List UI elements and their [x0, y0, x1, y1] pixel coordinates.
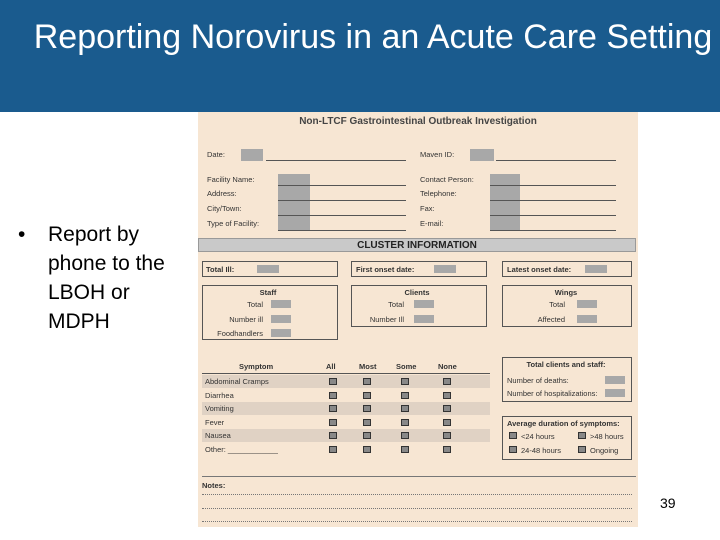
clients-total-value	[414, 300, 434, 308]
clients-ill-label: Number Ill	[369, 315, 404, 324]
checkbox	[443, 378, 451, 385]
clients-total-label: Total	[388, 300, 404, 309]
line	[496, 160, 616, 161]
form-image	[198, 112, 638, 527]
checkbox	[509, 432, 517, 439]
symptom-table	[202, 360, 492, 460]
deaths-label: Number of deaths:	[507, 376, 569, 385]
staff-box	[202, 285, 338, 340]
symptom-label: Vomiting	[205, 404, 234, 413]
line	[278, 215, 406, 216]
line	[278, 185, 406, 186]
clients-ill-value	[414, 315, 434, 323]
col-none: None	[438, 362, 457, 371]
deaths-value	[605, 376, 625, 384]
wings-box	[502, 285, 632, 327]
checkbox	[401, 378, 409, 385]
wings-affected-label: Affected	[537, 315, 565, 324]
hospitalizations-label: Number of hospitalizations:	[507, 389, 598, 398]
notes-rule	[202, 476, 636, 477]
col-all: All	[326, 362, 336, 371]
line	[278, 200, 406, 201]
field-date-label: Date:	[207, 150, 225, 159]
line	[278, 230, 406, 231]
symptom-label: Fever	[205, 418, 225, 427]
checkbox	[401, 419, 409, 426]
field-date-line	[266, 160, 406, 161]
latest-onset-box	[502, 261, 632, 277]
col-some: Some	[396, 362, 417, 371]
totals-title: Total clients and staff:	[526, 360, 606, 369]
wings-total-label: Total	[549, 300, 565, 309]
field-right-values	[490, 174, 520, 231]
staff-foodhandlers-value	[271, 329, 291, 337]
table-rule	[202, 373, 490, 374]
staff-total-value	[271, 300, 291, 308]
checkbox	[363, 405, 371, 412]
first-onset-box	[351, 261, 487, 277]
symptom-label: Abdominal Cramps	[205, 377, 269, 386]
checkbox	[363, 392, 371, 399]
checkbox	[443, 405, 451, 412]
field-email-label: E-mail:	[420, 219, 444, 228]
total-ill-value	[257, 265, 279, 273]
field-type-label: Type of Facility:	[207, 219, 260, 228]
col-symptom: Symptom	[239, 362, 274, 371]
checkbox	[443, 432, 451, 439]
duration-option: >48 hours	[590, 432, 624, 441]
field-maven-value	[470, 149, 494, 161]
checkbox	[329, 378, 337, 385]
notes-line	[202, 508, 632, 509]
checkbox	[401, 446, 409, 453]
hospitalizations-value	[605, 389, 625, 397]
latest-onset-label: Latest onset date:	[507, 265, 572, 274]
line	[490, 185, 616, 186]
slide-number: 39	[660, 495, 676, 511]
total-ill-box	[202, 261, 338, 277]
wings-title: Wings	[554, 288, 578, 297]
duration-box	[502, 416, 632, 460]
form-title: Non-LTCF Gastrointestinal Outbreak Investigation	[299, 116, 537, 127]
checkbox	[329, 432, 337, 439]
checkbox	[329, 405, 337, 412]
col-most: Most	[359, 362, 377, 371]
symptom-label: Other: ____________	[205, 445, 278, 454]
field-telephone-label: Telephone:	[420, 189, 457, 198]
wings-affected-value	[577, 315, 597, 323]
cluster-band	[198, 238, 636, 252]
duration-title: Average duration of symptoms:	[507, 419, 620, 428]
staff-foodhandlers-label: Foodhandlers	[217, 329, 263, 338]
line	[490, 200, 616, 201]
checkbox	[443, 446, 451, 453]
field-address-label: Address:	[207, 189, 237, 198]
first-onset-label: First onset date:	[356, 265, 415, 274]
notes-line	[202, 494, 632, 495]
symptom-label: Nausea	[205, 431, 231, 440]
checkbox	[443, 392, 451, 399]
checkbox	[329, 419, 337, 426]
duration-option: Ongoing	[590, 446, 619, 455]
checkbox	[329, 392, 337, 399]
field-date-value	[241, 149, 263, 161]
checkbox	[401, 405, 409, 412]
checkbox	[363, 432, 371, 439]
field-city-label: City/Town:	[207, 204, 242, 213]
notes-label: Notes:	[202, 481, 226, 490]
checkbox	[443, 419, 451, 426]
duration-option: <24 hours	[521, 432, 555, 441]
wings-total-value	[577, 300, 597, 308]
field-contact-label: Contact Person:	[420, 175, 474, 184]
checkbox	[401, 432, 409, 439]
clients-box	[351, 285, 487, 327]
clients-title: Clients	[404, 288, 430, 297]
total-ill-label: Total Ill:	[206, 265, 235, 274]
staff-ill-value	[271, 315, 291, 323]
slide-title: Reporting Norovirus in an Acute Care Setting	[33, 18, 713, 56]
line	[490, 215, 616, 216]
duration-option: 24-48 hours	[521, 446, 562, 455]
field-fax-label: Fax:	[420, 204, 435, 213]
checkbox	[363, 446, 371, 453]
checkbox	[329, 446, 337, 453]
checkbox	[363, 419, 371, 426]
field-maven-label: Maven ID:	[420, 150, 455, 159]
bullet-marker: •	[18, 223, 26, 246]
field-facility-label: Facility Name:	[207, 175, 255, 184]
symptom-label: Diarrhea	[205, 391, 234, 400]
latest-onset-value	[585, 265, 607, 273]
checkbox	[578, 446, 586, 453]
field-left-values	[278, 174, 310, 231]
cluster-header: CLUSTER INFORMATION	[357, 240, 477, 251]
checkbox	[401, 392, 409, 399]
staff-total-label: Total	[247, 300, 263, 309]
notes-line	[202, 521, 632, 522]
totals-box	[502, 357, 632, 402]
first-onset-value	[434, 265, 456, 273]
checkbox	[509, 446, 517, 453]
checkbox	[578, 432, 586, 439]
line	[490, 230, 616, 231]
bullet-text: Report by phone to the LBOH or MDPH	[48, 223, 165, 333]
staff-title: Staff	[259, 288, 277, 297]
staff-ill-label: Number ill	[229, 315, 263, 324]
checkbox	[363, 378, 371, 385]
